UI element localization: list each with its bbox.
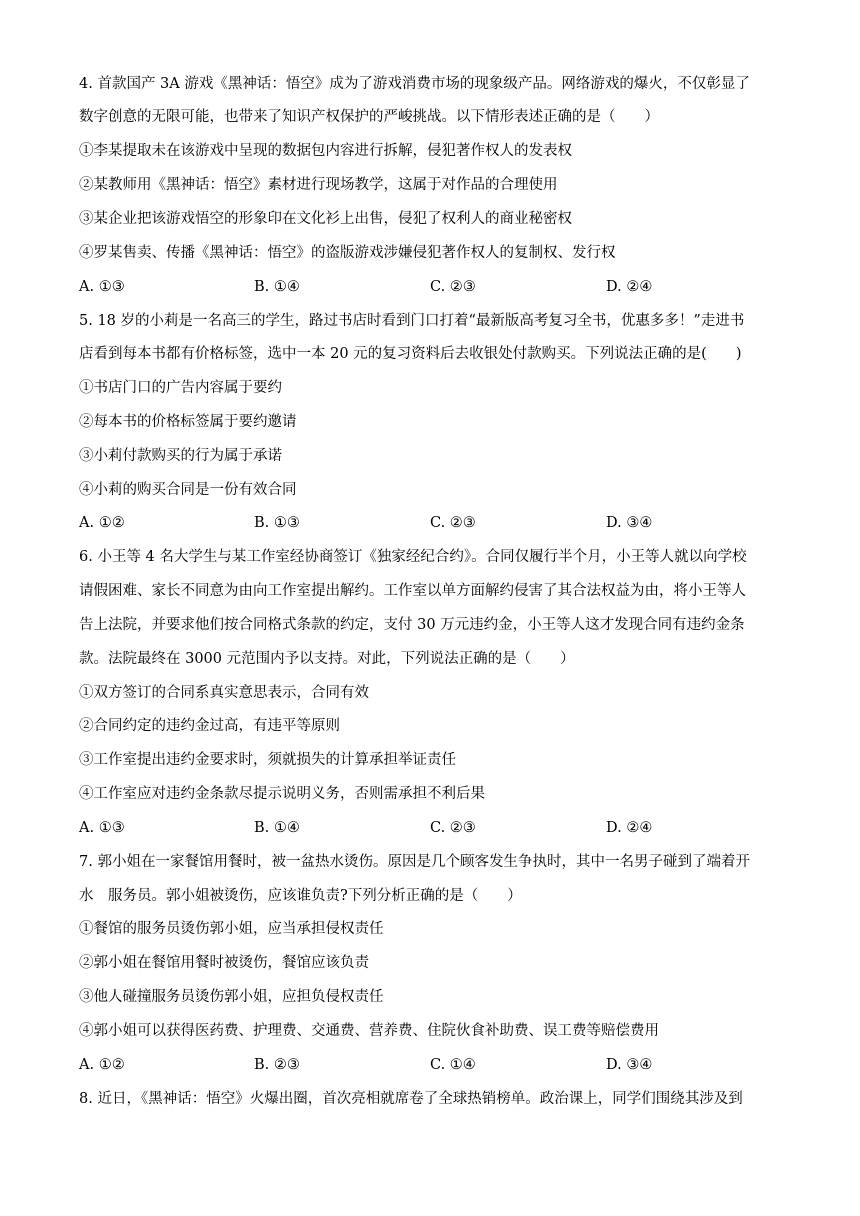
q7-option-d: D. ③④ (606, 1057, 653, 1073)
q4-option-d: D. ②④ (606, 279, 653, 295)
q7-statement-1: ①餐馆的服务员烫伤郭小姐，应当承担侵权责任 (79, 921, 384, 937)
q8-stem-line-1: 8. 近日，《黑神话：悟空》火爆出圈，首次亮相就席卷了全球热销榜单。政治课上，同学们围绕其涉及到 (79, 1091, 743, 1107)
q6-stem-line-2: 请假困难、家长不同意为由向工作室提出解约。工作室以单方面解约侵害了其合法权益为由，将小王等人 (79, 583, 746, 599)
q5-option-c: C. ②③ (430, 515, 476, 531)
q5-statement-1: ①书店门口的广告内容属于要约 (79, 380, 282, 396)
q4-option-b: B. ①④ (254, 279, 300, 295)
q4-statement-1: ①李某提取未在该游戏中呈现的数据包内容进行拆解，侵犯著作权人的发表权 (79, 143, 572, 159)
q4-option-a: A. ①③ (79, 279, 125, 295)
q6-options (79, 818, 779, 838)
q5-option-d: D. ③④ (606, 515, 653, 531)
q6-stem-line-4: 款。法院最终在 3000 元范围内予以支持。对此，下列说法正确的是（ ） (79, 651, 575, 667)
q7-option-c: C. ①④ (430, 1057, 476, 1073)
q4-statement-3: ③某企业把该游戏悟空的形象印在文化衫上出售，侵犯了权利人的商业秘密权 (79, 211, 572, 227)
q7-option-b: B. ②③ (254, 1057, 300, 1073)
q5-option-b: B. ①③ (254, 515, 300, 531)
q4-stem-line-1: 4. 首款国产 3A 游戏《黑神话：悟空》成为了游戏消费市场的现象级产品。网络游戏的爆火，不仅彰显了 (79, 76, 750, 92)
q7-statement-3: ③他人碰撞服务员烫伤郭小姐，应担负侵权责任 (79, 989, 384, 1005)
q5-statement-2: ②每本书的价格标签属于要约邀请 (79, 414, 297, 430)
q5-statement-3: ③小莉付款购买的行为属于承诺 (79, 448, 282, 464)
q6-stem-line-3: 告上法院，并要求他们按合同格式条款的约定，支付 30 万元违约金，小王等人这才发现合同有违约金条 (79, 617, 745, 633)
q4-statement-2: ②某教师用《黑神话：悟空》素材进行现场教学，这属于对作品的合理使用 (79, 177, 558, 193)
q5-stem-line-1: 5. 18 岁的小莉是一名高三的学生，路过书店时看到门口打着“最新版高考复习全书，优惠多多！”走进书 (79, 313, 745, 329)
q7-stem-line-1: 7. 郭小姐在一家餐馆用餐时，被一盆热水烫伤。原因是几个顾客发生争执时，其中一名男子碰到了端着开 (79, 854, 750, 870)
q7-stem-line-2: 水 服务员。郭小姐被烫伤，应该谁负责?下列分析正确的是（ ） (79, 888, 522, 904)
q6-option-d: D. ②④ (606, 820, 653, 836)
q4-statement-4: ④罗某售卖、传播《黑神话：悟空》的盗版游戏涉嫌侵犯著作权人的复制权、发行权 (79, 245, 616, 261)
q6-statement-4: ④工作室应对违约金条款尽提示说明义务，否则需承担不利后果 (79, 786, 485, 802)
q6-option-b: B. ①④ (254, 820, 300, 836)
q7-statement-2: ②郭小姐在餐馆用餐时被烫伤，餐馆应该负责 (79, 955, 369, 971)
q6-option-a: A. ①③ (79, 820, 125, 836)
q7-options (79, 1055, 779, 1075)
q7-option-a: A. ①② (79, 1057, 125, 1073)
q6-statement-1: ①双方签订的合同系真实意思表示，合同有效 (79, 685, 369, 701)
q5-options (79, 513, 779, 533)
q5-stem-line-2: 店看到每本书都有价格标签，选中一本 20 元的复习资料后去收银处付款购买。下列说法正确的是( ) (79, 346, 742, 362)
q6-statement-2: ②合同约定的违约金过高，有违平等原则 (79, 718, 340, 734)
q7-statement-4: ④郭小姐可以获得医药费、护理费、交通费、营养费、住院伙食补助费、误工费等赔偿费用 (79, 1023, 659, 1039)
q5-option-a: A. ①② (79, 515, 125, 531)
q4-option-c: C. ②③ (430, 279, 476, 295)
q6-option-c: C. ②③ (430, 820, 476, 836)
q5-statement-4: ④小莉的购买合同是一份有效合同 (79, 482, 297, 498)
q4-options (79, 277, 779, 297)
q6-stem-line-1: 6. 小王等 4 名大学生与某工作室经协商签订《独家经纪合约》。合同仅履行半个月，小王等人就以向学校 (79, 549, 747, 565)
q6-statement-3: ③工作室提出违约金要求时，须就损失的计算承担举证责任 (79, 752, 456, 768)
q4-stem-line-2: 数字创意的无限可能，也带来了知识产权保护的严峻挑战。以下情形表述正确的是（ ） (79, 109, 659, 125)
